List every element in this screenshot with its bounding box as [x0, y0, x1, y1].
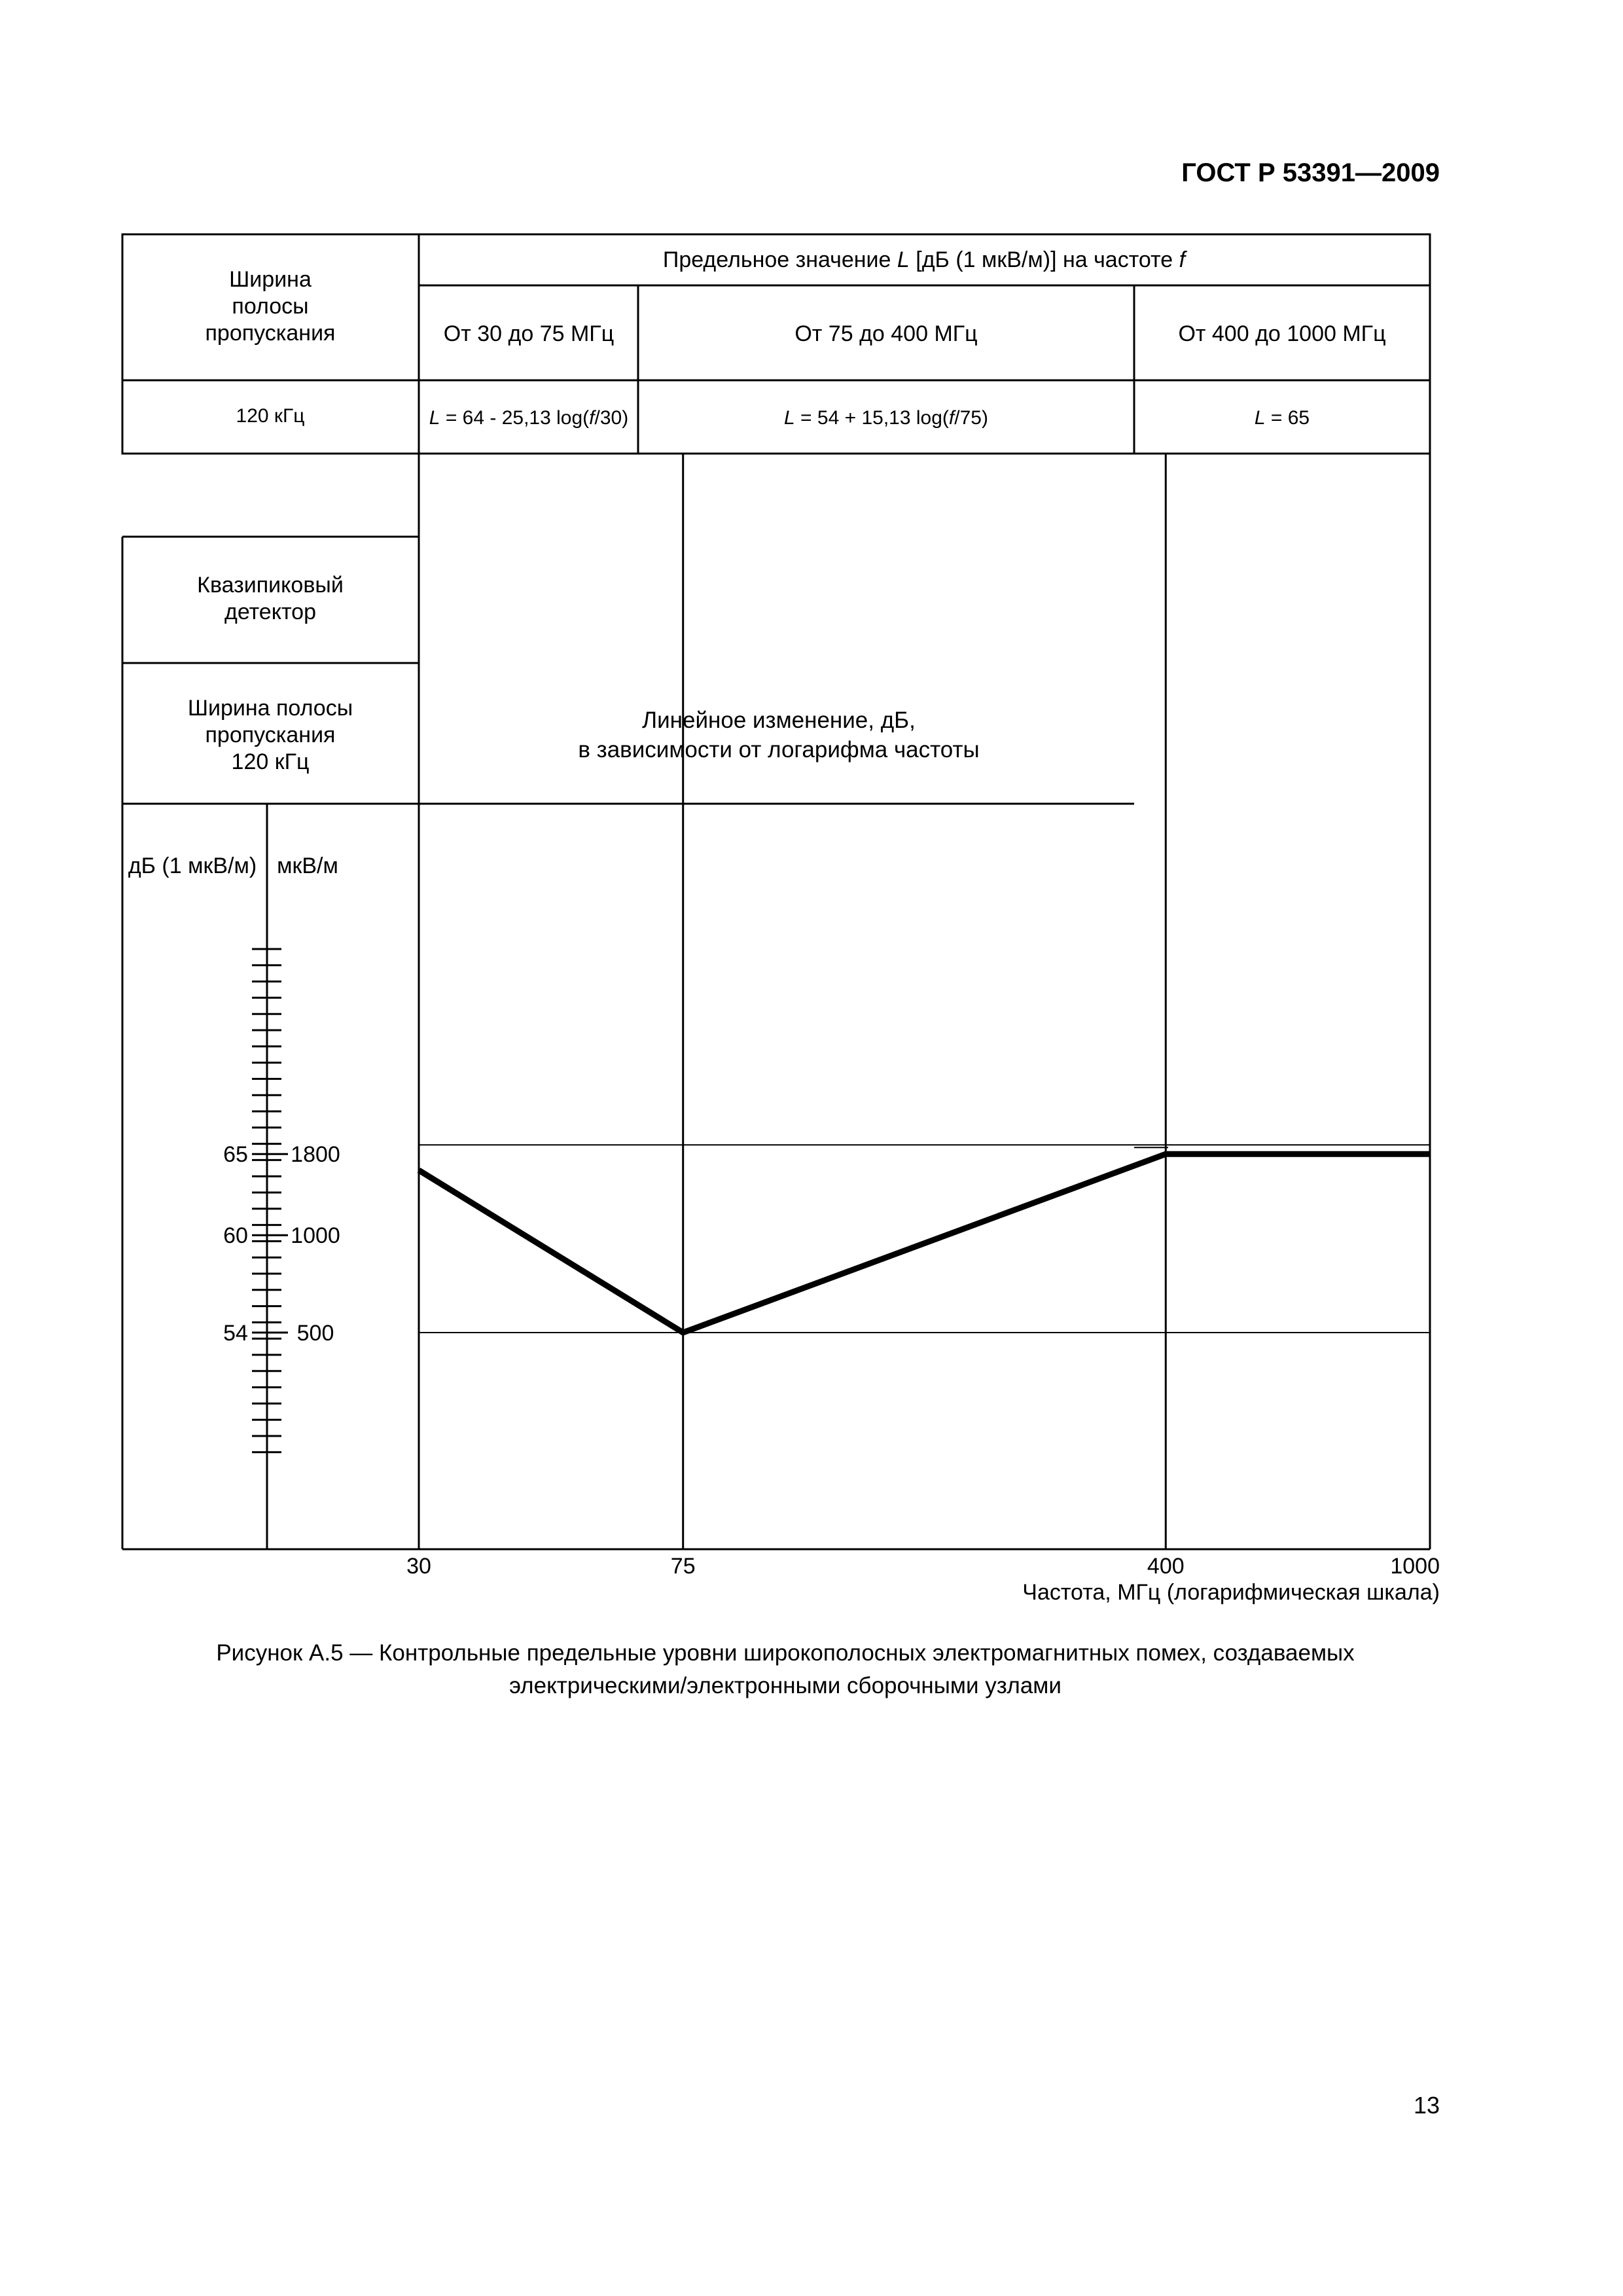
bandwidth-header: Ширина — [229, 267, 312, 292]
y-tick-label-db: 65 — [223, 1142, 248, 1168]
bandwidth-header: пропускания — [205, 321, 336, 346]
bandwidth-side-label: 120 кГц — [231, 749, 310, 774]
plot-frame — [122, 454, 1430, 1549]
page-number: 13 — [1413, 2092, 1440, 2119]
bandwidth-side-label: Ширина полосы — [187, 696, 353, 721]
formula-cell: L = 54 + 15,13 log(f/75) — [784, 407, 988, 429]
limit-line — [419, 1154, 1430, 1333]
x-tick-label: 30 — [406, 1554, 431, 1579]
range-header: От 400 до 1000 МГц — [1178, 321, 1386, 346]
chart-dynamic-layer — [128, 247, 1440, 1605]
annotation-text: Линейное изменение, дБ, — [642, 708, 916, 733]
y-tick-label-db: 54 — [223, 1321, 248, 1346]
formula-cell: L = 64 - 25,13 log(f/30) — [429, 407, 629, 429]
limit-header: Предельное значение L [дБ (1 мкВ/м)] на частоте f — [662, 247, 1186, 272]
annotation-text: в зависимости от логарифма частоты — [578, 737, 980, 762]
figure-caption: Рисунок А.5 — Контрольные предельные уровни широкополосных электромагнитных помех, создаваемых электрическими/электронными сборочными узлами — [216, 1640, 1355, 1698]
range-header: От 30 до 75 МГц — [443, 321, 615, 346]
x-tick-label: 400 — [1147, 1554, 1185, 1579]
bandwidth-value: 120 кГц — [236, 405, 305, 427]
range-header: От 75 до 400 МГц — [794, 321, 978, 346]
detector-label: детектор — [224, 600, 316, 624]
y-tick-label-uv: 1000 — [291, 1223, 340, 1249]
bandwidth-side-label: пропускания — [205, 723, 336, 747]
y-unit-db: дБ (1 мкВ/м) — [128, 853, 257, 878]
y-tick-label-db: 60 — [223, 1223, 248, 1249]
y-unit-uv: мкВ/м — [277, 853, 338, 878]
y-tick-label-uv: 500 — [296, 1321, 334, 1346]
bandwidth-header: полосы — [232, 294, 309, 319]
x-tick-label: 1000 — [1390, 1554, 1440, 1579]
x-tick-label: 75 — [670, 1554, 696, 1579]
y-tick-label-uv: 1800 — [291, 1142, 340, 1168]
limit-point — [1430, 1154, 1431, 1155]
x-axis-label: Частота, МГц (логарифмическая шкала) — [1022, 1580, 1440, 1605]
formula-cell: L = 65 — [1254, 407, 1310, 429]
document-code: ГОСТ Р 53391—2009 — [1181, 158, 1440, 187]
detector-label: Квазипиковый — [197, 573, 344, 598]
